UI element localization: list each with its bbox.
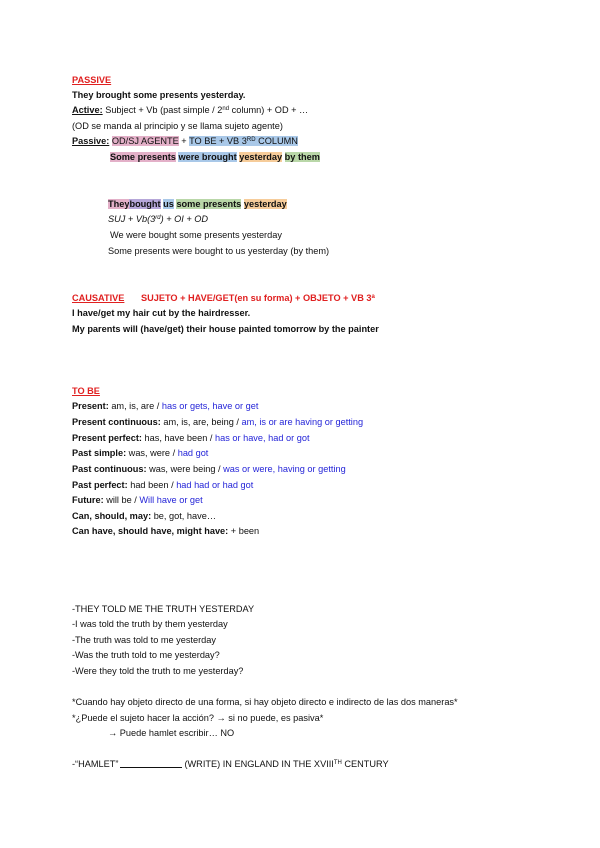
to-be-label: Future: (72, 495, 104, 505)
causative-heading: CAUSATIVE (72, 293, 125, 303)
passive-rule-tobe (189, 136, 298, 146)
causative-rule-sup: a (371, 294, 375, 300)
exercise-line: -THEY TOLD ME THE TRUTH YESTERDAY (72, 604, 255, 614)
passive-highlighted-example (110, 151, 320, 163)
to-be-label: Can, should, may: (72, 511, 152, 521)
passive-example-agent: by them (284, 152, 320, 162)
to-be-value: has, have been / (141, 433, 215, 443)
passive-rule-tobe-text: TO BE + VB 3 (189, 136, 247, 146)
example2-yesterday: yesterday (243, 199, 287, 209)
to-be-value: will be / (103, 495, 140, 505)
to-be-row (72, 400, 258, 412)
passive-rule-tobe-text-b: COLUMN (255, 136, 298, 146)
passive-example-verb: were brought (178, 152, 237, 162)
passive-example-subject: Some presents (110, 152, 176, 162)
to-be-alt: has or gets, have or get (161, 401, 259, 411)
passive-rule-tobe-sup: RD (246, 137, 256, 143)
active-rule-text-b: column) + OD + … (229, 105, 309, 115)
to-be-label: Can have, should have, might have: (72, 526, 229, 536)
exercise-line: -Were they told the truth to me yesterday? (72, 666, 244, 676)
active-label: Active: (72, 105, 103, 115)
active-rule-text-a: Subject + Vb (past simple / 2 (102, 105, 223, 115)
exercise-line: -Was the truth told to me yesterday? (72, 650, 220, 660)
to-be-label: Past perfect: (72, 480, 128, 490)
causative-example-2: My parents will (have/get) their house painted tomorrow by the painter (72, 324, 379, 334)
note-passive-check: *¿Puede el sujeto hacer la acción? → si no puede, es pasiva* (72, 713, 324, 723)
passive-example-time: yesterday (239, 152, 283, 162)
to-be-alt: was or were, having or getting (223, 464, 346, 474)
exercise-line: -The truth was told to me yesterday (72, 635, 216, 645)
to-be-value: am, is, are / (108, 401, 162, 411)
causative-example-1: I have/get my hair cut by the hairdresser. (72, 308, 251, 318)
passive-rule-plus: + (178, 136, 190, 146)
some-presents-were-bought-line: Some presents were bought to us yesterday (by them) (108, 246, 330, 256)
active-rule-sup: nd (222, 106, 230, 112)
to-be-value: was, were being / (146, 464, 224, 474)
hamlet-text: (WRITE) IN ENGLAND IN THE XVIII (184, 759, 334, 769)
causative-rule-text: SUJETO + HAVE/GET(en su forma) + OBJETO + VB 3 (140, 293, 372, 303)
passive-label: Passive: (72, 136, 110, 146)
hamlet-century: CENTURY (341, 759, 389, 769)
passive-rule-od: OD/SJ AGENTE (111, 136, 179, 146)
active-rule-line (72, 104, 308, 116)
note-hamlet: → Puede hamlet escribir… NO (108, 728, 235, 738)
to-be-label: Past continuous: (72, 464, 147, 474)
note-direct-object: *Cuando hay objeto directo de una forma, si hay objeto directo e indirecto de las dos maneras* (72, 697, 458, 707)
passive-rule-line (72, 135, 298, 147)
to-be-row (72, 416, 363, 428)
causative-rule (141, 293, 375, 303)
to-be-alt: am, is or are having or getting (241, 417, 364, 427)
formula-line (108, 213, 208, 225)
to-be-alt: had got (177, 448, 209, 458)
to-be-row (72, 479, 253, 491)
to-be-label: Present continuous: (72, 417, 161, 427)
passive-heading: PASSIVE (72, 75, 112, 85)
to-be-alt: Will have or get (139, 495, 203, 505)
to-be-alt: had had or had got (176, 480, 254, 490)
example2-bought: bought (129, 199, 161, 209)
example2-they: They (108, 199, 130, 209)
we-were-bought-line: We were bought some presents yesterday (110, 230, 282, 240)
to-be-row (72, 463, 346, 475)
to-be-label: Present perfect: (72, 433, 142, 443)
causative-heading-line (72, 292, 375, 304)
hamlet-title: -“HAMLET” (72, 759, 119, 769)
to-be-value: am, is, are, being / (160, 417, 242, 427)
to-be-value: + been (228, 526, 260, 536)
example2-us: us (163, 199, 174, 209)
indirect-object-example (108, 198, 287, 210)
to-be-value: was, were / (126, 448, 178, 458)
passive-example-sentence: They brought some presents yesterday. (72, 90, 246, 100)
to-be-row (72, 447, 208, 459)
formula-text-a: SUJ + Vb(3 (108, 214, 156, 224)
to-be-row (72, 510, 216, 522)
to-be-row (72, 494, 203, 506)
to-be-label: Past simple: (72, 448, 127, 458)
formula-text-b: ) + OI + OD (160, 214, 209, 224)
formula-sup: rd (155, 215, 161, 221)
to-be-row (72, 525, 259, 537)
example2-some-presents: some presents (176, 199, 242, 209)
hamlet-exercise (72, 758, 389, 770)
to-be-alt: has or have, had or got (215, 433, 310, 443)
to-be-heading: TO BE (72, 386, 100, 396)
od-note: (OD se manda al principio y se llama sujeto agente) (72, 121, 283, 131)
answer-blank[interactable] (120, 759, 182, 768)
to-be-value: be, got, have… (151, 511, 217, 521)
to-be-row (72, 432, 310, 444)
to-be-value: had been / (127, 480, 177, 490)
to-be-label: Present: (72, 401, 109, 411)
exercise-line: -I was told the truth by them yesterday (72, 619, 228, 629)
hamlet-sup: TH (333, 760, 342, 766)
